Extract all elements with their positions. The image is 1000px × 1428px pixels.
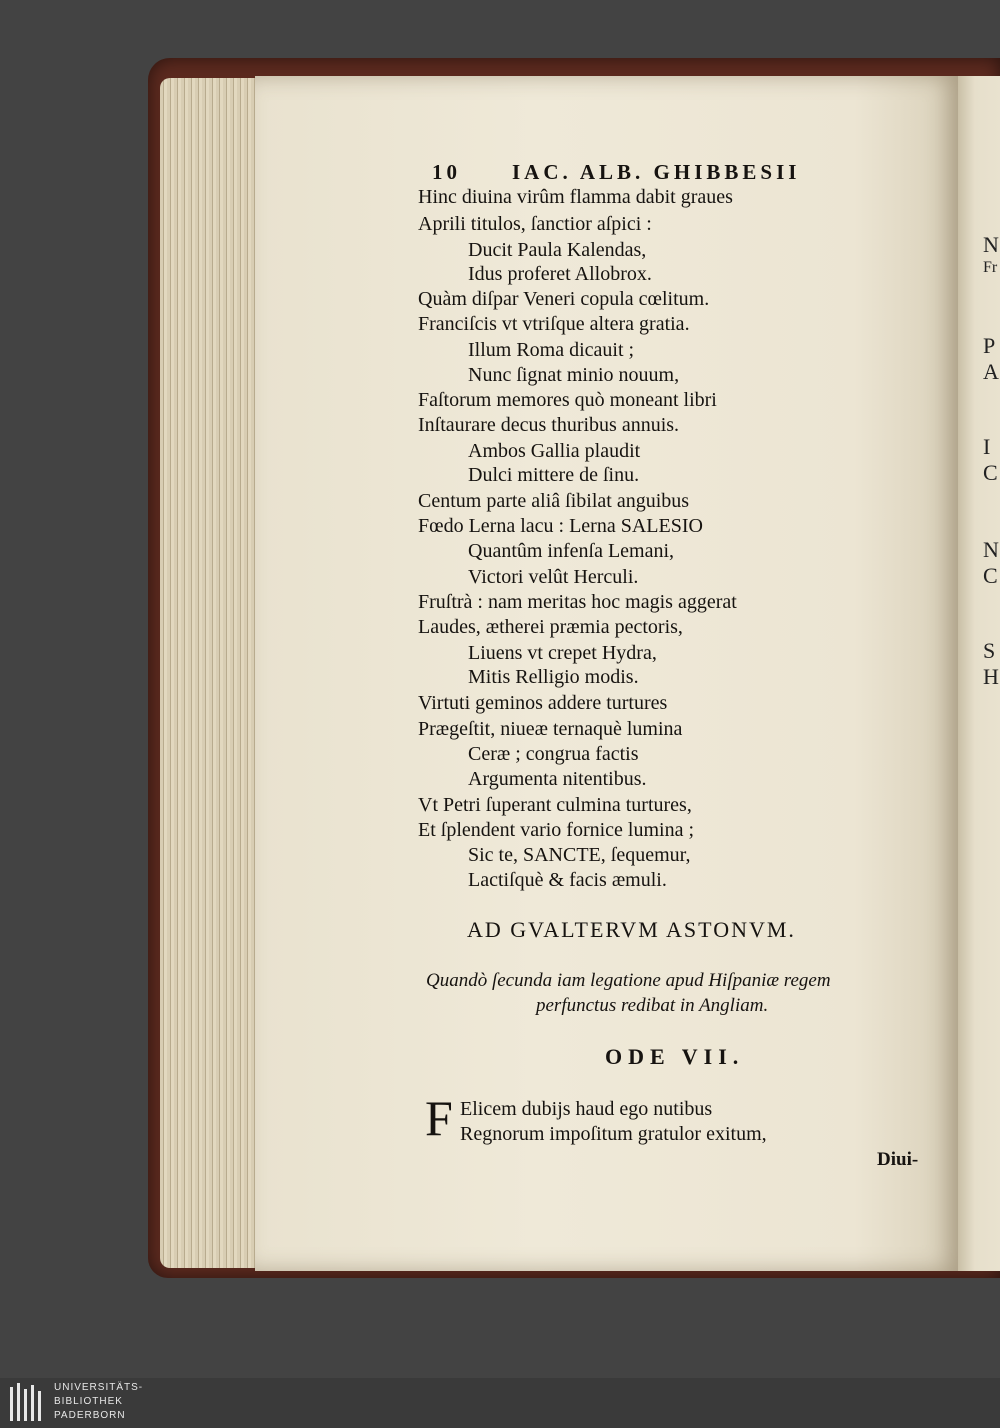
drop-cap: F	[425, 1090, 453, 1146]
poem-line: Quantûm infenſa Lemani,	[468, 540, 675, 562]
facing-letter: Fr	[983, 259, 998, 276]
poem-line: Franciſcis vt vtriſque altera gratia.	[418, 313, 690, 335]
poem-line: Idus proferet Allobrox.	[468, 263, 652, 285]
poem-line: Liuens vt crepet Hydra,	[468, 642, 657, 664]
facing-letter: N	[983, 537, 999, 562]
page-number: 10	[432, 160, 461, 184]
facing-letter: A	[983, 359, 999, 384]
subheading-line: perfunctus redibat in Angliam.	[536, 995, 769, 1016]
poem-line: Illum Roma dicauit ;	[468, 339, 635, 361]
poem-line: Fruſtrà : nam meritas hoc magis aggerat	[418, 591, 737, 613]
poem-line: Inſtaurare decus thuribus annuis.	[418, 414, 680, 436]
page-edges	[160, 78, 260, 1268]
poem-line: Prægeſtit, niueæ ternaquè lumina	[418, 718, 683, 740]
poem-line: Argumenta nitentibus.	[468, 768, 647, 790]
poem-line: Laudes, ætherei præmia pectoris,	[418, 616, 683, 638]
facing-letter: N	[983, 232, 999, 257]
running-title: IAC. ALB. GHIBBESII	[512, 160, 801, 184]
poem-line: Victori velût Herculi.	[468, 566, 639, 588]
facing-letter: P	[983, 333, 996, 358]
ode-line: Regnorum impoſitum gratulor exitum,	[460, 1123, 767, 1145]
poem-line: Aprili titulos, ſanctior aſpici :	[418, 213, 652, 235]
facing-letter: H	[983, 664, 999, 689]
facing-letter: I	[983, 434, 991, 459]
facing-letter: S	[983, 638, 996, 663]
poem-line: Faſtorum memores quò moneant libri	[418, 389, 717, 411]
library-name: BIBLIOTHEK	[54, 1396, 123, 1407]
poem-line: Quàm diſpar Veneri copula cœlitum.	[418, 288, 710, 310]
poem-line: Ambos Gallia plaudit	[468, 440, 641, 462]
subheading-line: Quandò ſecunda iam legatione apud Hiſpaniæ regem	[426, 970, 831, 991]
poem-line: Nunc ſignat minio nouum,	[468, 364, 680, 386]
poem-line: Virtuti geminos addere turtures	[418, 692, 668, 714]
facing-letter: C	[983, 563, 998, 588]
facing-letter: C	[983, 460, 998, 485]
library-name: PADERBORN	[54, 1410, 126, 1421]
poem-line: Hinc diuina virûm flamma dabit graues	[418, 186, 733, 208]
poem-line: Lactiſquè & facis æmuli.	[468, 869, 667, 891]
poem-line: Mitis Relligio modis.	[468, 666, 639, 688]
poem-line: Et ſplendent vario fornice lumina ;	[418, 819, 695, 841]
ode-title: ODE VII.	[605, 1044, 745, 1069]
library-logo-icon	[8, 1381, 48, 1425]
poem-line: Ceræ ; congrua factis	[468, 743, 639, 765]
ode-line: Elicem dubijs haud ego nutibus	[460, 1098, 713, 1120]
poem-line: Sic te, SANCTE, ſequemur,	[468, 844, 691, 866]
footer-bar	[0, 1378, 1000, 1428]
poem-line: Vt Petri ſuperant culmina turtures,	[418, 794, 692, 816]
catchword: Diui-	[877, 1149, 919, 1170]
poem-line: Ducit Paula Kalendas,	[468, 239, 647, 261]
library-name: UNIVERSITÄTS-	[54, 1382, 144, 1393]
poem-line: Fœdo Lerna lacu : Lerna SALESIO	[418, 515, 703, 537]
poem-line: Dulci mittere de ſinu.	[468, 464, 640, 486]
section-heading: AD GVALTERVM ASTONVM.	[467, 917, 796, 942]
poem-line: Centum parte aliâ ſibilat anguibus	[418, 490, 690, 512]
